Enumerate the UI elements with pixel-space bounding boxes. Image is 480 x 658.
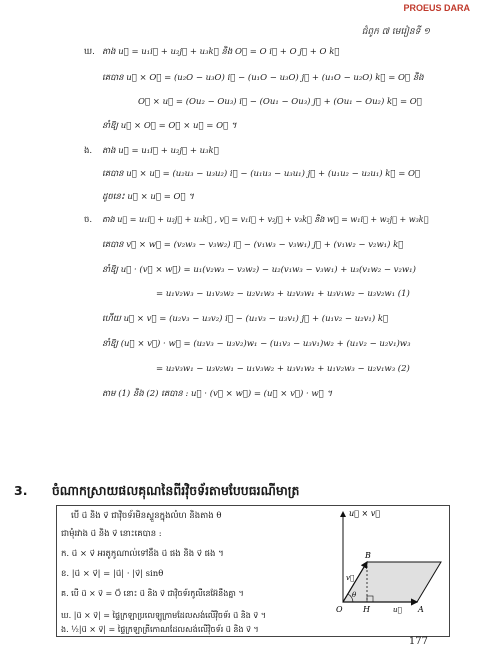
math-line: = u₂v₃w₁ − u₃v₂w₁ − u₁v₃w₂ + u₃v₁w₂ + u₁v₂w₃ − u₂v₁w₃ (2) (156, 364, 410, 374)
section-number: 3. (14, 483, 28, 498)
math-line: = u₁v₂w₃ − u₁v₃w₂ − u₂v₁w₃ + u₂v₃w₁ + u₃v₁w₂ − u₃v₂w₁ (1) (156, 289, 410, 299)
item-label: ង. (84, 146, 93, 156)
brand-label: PROEUS DARA (403, 3, 470, 13)
point-label: B (365, 551, 371, 560)
section-title: ចំណាកស្រាយផលគុណនៃពីរវ៉ិចទ័រតាមបែបធរណីមាត្រ (51, 483, 300, 498)
math-line: នាំឱ្យ u⃗ × O⃗ = O⃗ × u⃗ = O⃗ ។ (102, 121, 237, 131)
point-label: H (363, 605, 370, 614)
point-label: O (336, 605, 343, 614)
math-line: តាង u⃗ = u₁i⃗ + u₂j⃗ + u₃k⃗ , v⃗ = v₁i⃗ + v₂j⃗ + v₃k⃗ និង w⃗ = w₁i⃗ + w₂j⃗ + w₃k⃗ (102, 215, 429, 224)
v-label: v⃗ (346, 574, 355, 582)
section-heading (14, 483, 299, 502)
math-line: តាម (1) និង (2) គេបាន : u⃗ · (v⃗ × w⃗) = (u⃗ × v⃗) · w⃗ ។ (102, 389, 333, 399)
page-number: 177 (408, 636, 428, 647)
box-line: ជាមុំរវាង u⃗ និង v⃗ នោះគេបាន : (61, 529, 162, 539)
box-line: បើ u⃗ និង v⃗ ជាវ៉ិចទ័រមិនស្ទួនក្នុងលំហ និងតាង θ (71, 511, 222, 521)
item-label: ច. (84, 215, 93, 225)
math-line: ដូចនេះ u⃗ × u⃗ = O⃗ ។ (102, 192, 194, 202)
chapter-header: ជំពូក ៧ មេរៀនទី ១ (361, 27, 430, 37)
box-line: ខ. |u⃗ × v⃗| = |u⃗| · |v⃗| sinθ (61, 569, 164, 579)
angle-label: θ (352, 591, 357, 599)
point-label: A (418, 605, 424, 614)
parallelogram-shape (343, 562, 441, 602)
math-line: នាំឱ្យ u⃗ · (v⃗ × w⃗) = u₁(v₂w₃ − v₃w₂) − u₂(v₁w₃ − v₃w₁) + u₃(v₁w₂ − v₂w₁) (102, 265, 416, 275)
math-line: តាង u⃗ = u₁i⃗ + u₂j⃗ + u₃k⃗ (102, 146, 219, 156)
axis-label: u⃗ × v⃗ (349, 509, 381, 518)
math-line: គេបាន u⃗ × u⃗ = (u₂u₃ − u₃u₂) i⃗ − (u₁u₃ − u₃u₁) j⃗ + (u₁u₂ − u₂u₁) k⃗ = O⃗ (102, 169, 421, 179)
parallelogram-figure (307, 506, 447, 616)
theorem-box (56, 505, 450, 637)
box-line: ក. u⃗ × v⃗ អរតូកូណាល់ទៅនឹង u⃗ ផង និង v⃗ ផង ។ (61, 549, 224, 559)
box-line: ឃ. |u⃗ × v⃗| = ផ្ទៃក្រឡាប្រលេឡូក្រាមដែលសង់លើវ៉ិចទ័រ u⃗ និង v⃗ ។ (61, 611, 266, 620)
math-line: O⃗ × u⃗ = (Ou₂ − Ou₃) i⃗ − (Ou₁ − Ou₃) j⃗ + (Ou₁ − Ou₂) k⃗ = O⃗ (138, 97, 422, 107)
item-label: ឃ. (84, 47, 95, 57)
math-line: ហើយ u⃗ × v⃗ = (u₂v₃ − u₃v₂) i⃗ − (u₁v₃ − u₃v₁) j⃗ + (u₁v₂ − u₂v₁) k⃗ (102, 314, 389, 324)
u-label: u⃗ (393, 606, 402, 614)
math-line: គេបាន u⃗ × O⃗ = (u₂O − u₃O) i⃗ − (u₁O − u₃O) j⃗ + (u₁O − u₂O) k⃗ = O⃗ និង (102, 73, 424, 83)
box-line: ង. ½|u⃗ × v⃗| = ផ្ទៃក្រឡាត្រីកោណដែលសង់លើវ៉ិចទ័រ u⃗ និង v⃗ ។ (61, 625, 259, 634)
box-line: គ. បើ u⃗ × v⃗ = O⃗ នោះ u⃗ និង v⃗ ជាវ៉ិចទ័រកូលីនេអ៊ែនឹងគ្នា ។ (61, 589, 244, 598)
math-line: គេបាន v⃗ × w⃗ = (v₂w₃ − v₃w₂) i⃗ − (v₁w₃ − v₃w₁) j⃗ + (v₁w₂ − v₂w₁) k⃗ (102, 240, 404, 250)
math-line: នាំឱ្យ (u⃗ × v⃗) · w⃗ = (u₂v₃ − u₃v₂)w₁ − (u₁v₃ − u₃v₁)w₂ + (u₁v₂ − u₂v₁)w₃ (102, 339, 411, 349)
math-line: តាង u⃗ = u₁i⃗ + u₂j⃗ + u₃k⃗ និង O⃗ = O i⃗ + O j⃗ + O k⃗ (102, 47, 340, 57)
